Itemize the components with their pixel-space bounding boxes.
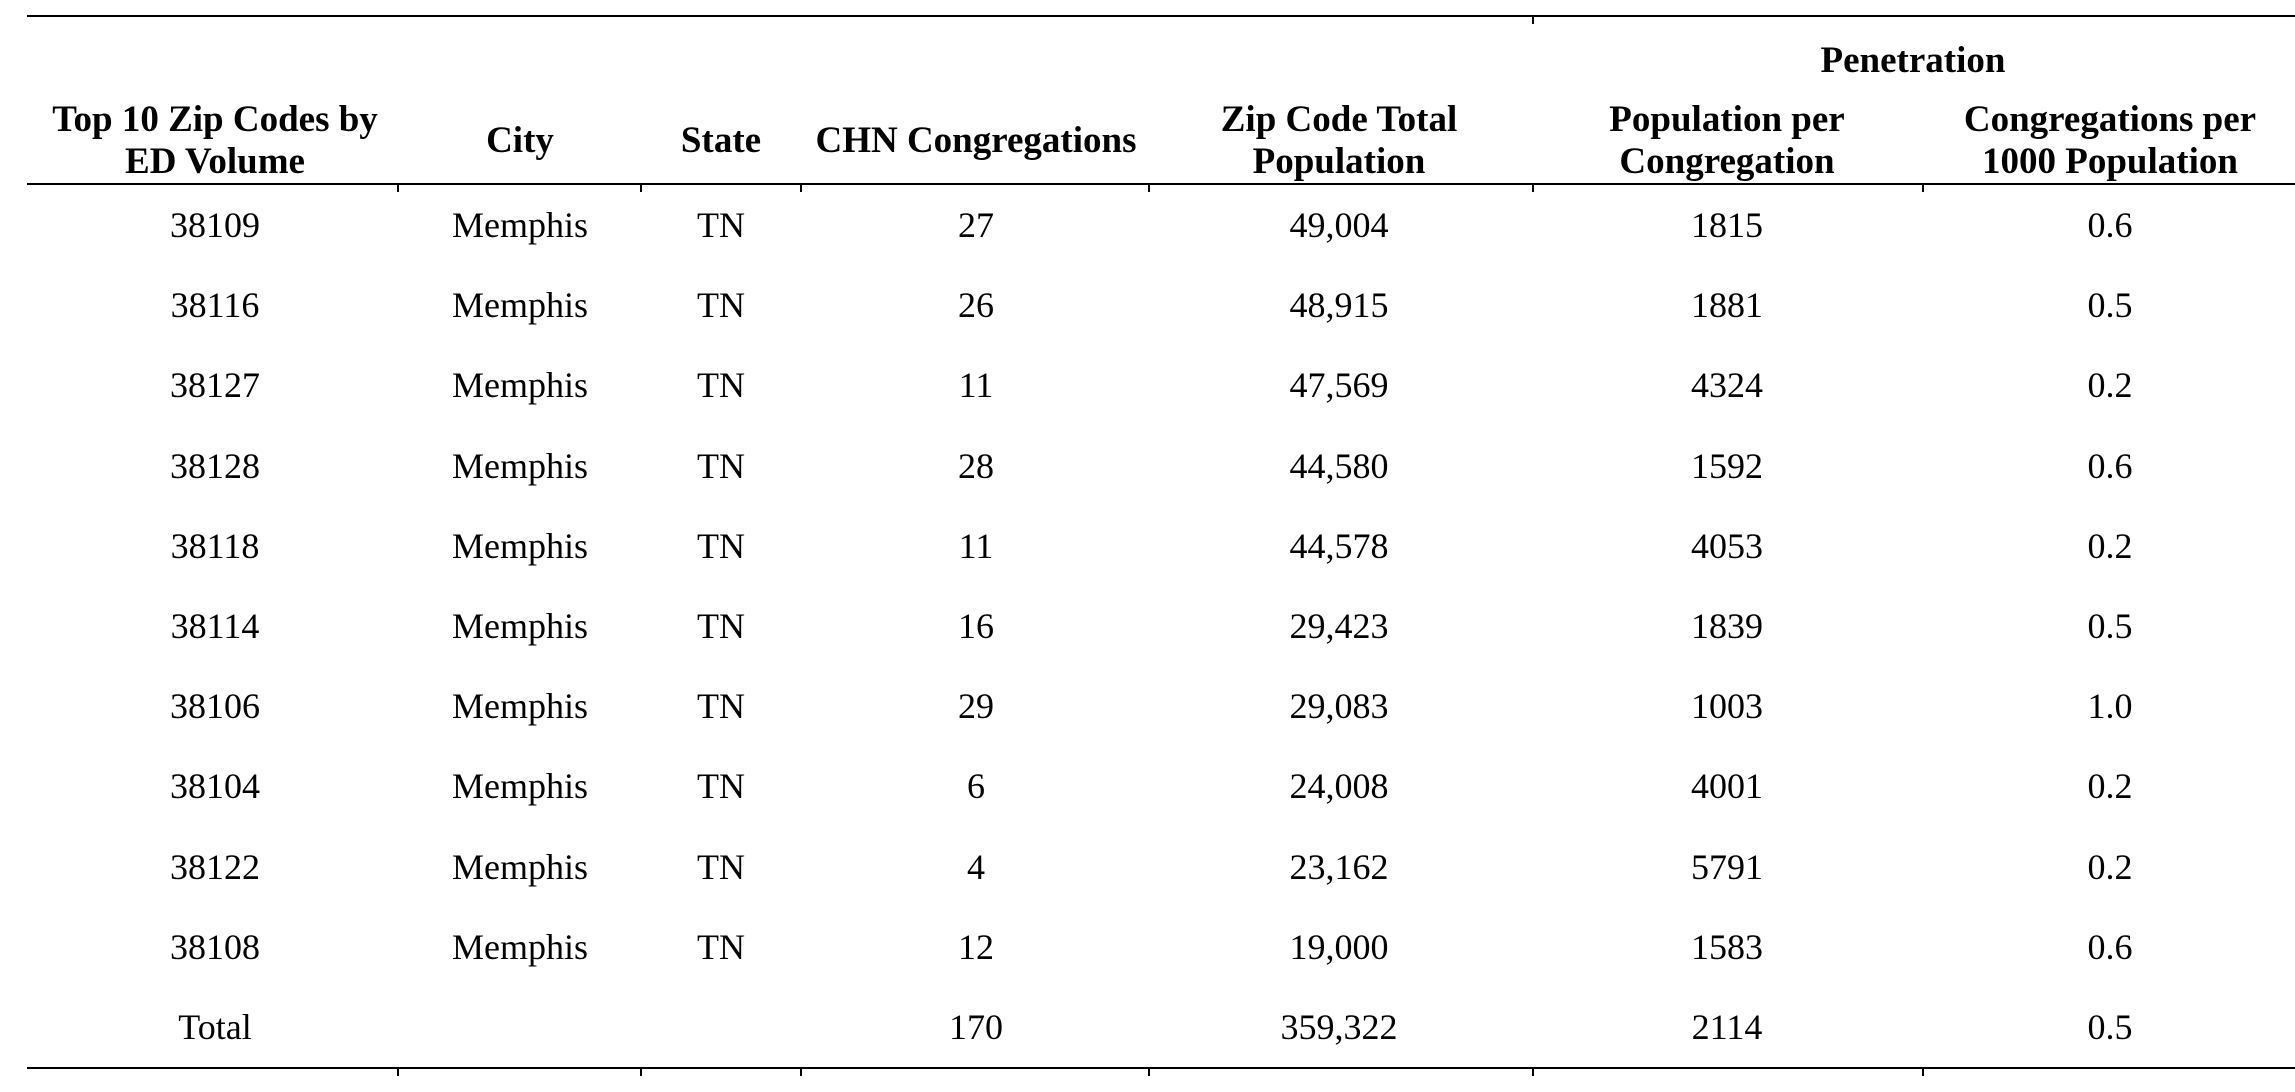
cell-zip-total-population: 48,915 [1289, 285, 1389, 325]
cell-city: Memphis [451, 526, 589, 566]
cell-chn-congregations: 26 [958, 285, 994, 325]
cell-population-per-congregation: 1583 [1691, 927, 1763, 967]
cell-chn-congregations: 11 [958, 365, 994, 405]
column-separator-tick [397, 1068, 399, 1076]
cell-zip-total-population: 47,569 [1289, 365, 1389, 405]
cell-state: TN [697, 446, 745, 486]
cell-zip-code: 38128 [170, 446, 260, 486]
column-separator-tick [1532, 184, 1534, 192]
cell-zip-code: Total [178, 1007, 252, 1047]
cell-population-per-congregation: 1815 [1691, 205, 1763, 245]
cell-city: Memphis [451, 365, 589, 405]
column-separator-tick [640, 1068, 642, 1076]
cell-chn-congregations: 6 [967, 766, 985, 806]
column-header-line: Population per [1609, 99, 1845, 140]
cell-zip-code: 38114 [170, 606, 260, 646]
cell-state: TN [697, 526, 745, 566]
cell-state: TN [697, 847, 745, 887]
column-separator-tick [1148, 1068, 1150, 1076]
column-separator-tick [1922, 184, 1924, 192]
cell-zip-total-population: 29,083 [1289, 686, 1389, 726]
cell-chn-congregations: 12 [958, 927, 994, 967]
column-header-line: Zip Code Total [1220, 99, 1458, 140]
cell-state: TN [697, 927, 745, 967]
cell-zip-total-population: 24,008 [1289, 766, 1389, 806]
cell-zip-code: 38122 [170, 847, 260, 887]
cell-zip-total-population: 49,004 [1289, 205, 1389, 245]
cell-population-per-congregation: 5791 [1691, 847, 1763, 887]
column-header-line: Top 10 Zip Codes by [52, 99, 378, 140]
column-header-line: Congregations per [1963, 99, 2257, 140]
column-separator-tick [800, 184, 802, 192]
cell-zip-code: 38118 [170, 526, 260, 566]
cell-congregations-per-1000: 0.6 [2087, 446, 2133, 486]
cell-city: Memphis [451, 686, 589, 726]
column-header-line: 1000 Population [1982, 141, 2238, 182]
cell-zip-total-population: 359,322 [1280, 1007, 1398, 1047]
column-header-line: City [486, 120, 554, 161]
column-header-state [681, 120, 761, 162]
cell-congregations-per-1000: 0.5 [2087, 1007, 2133, 1047]
cell-population-per-congregation: 2114 [1691, 1007, 1763, 1047]
cell-congregations-per-1000: 0.2 [2087, 847, 2133, 887]
cell-population-per-congregation: 4053 [1691, 526, 1763, 566]
cell-zip-code: 38127 [170, 365, 260, 405]
cell-state: TN [697, 285, 745, 325]
column-separator-tick [1148, 184, 1150, 192]
column-header-line: CHN Congregations [815, 120, 1137, 161]
column-header-zip-total-population [1221, 99, 1457, 183]
cell-congregations-per-1000: 0.6 [2087, 927, 2133, 967]
cell-city: Memphis [451, 766, 589, 806]
cell-zip-total-population: 44,580 [1289, 446, 1389, 486]
cell-chn-congregations: 28 [958, 446, 994, 486]
cell-congregations-per-1000: 0.2 [2087, 766, 2133, 806]
cell-city: Memphis [451, 927, 589, 967]
column-header-congregations-per-1000 [1964, 99, 2256, 183]
cell-city: Memphis [451, 285, 589, 325]
column-header-city [486, 120, 554, 162]
cell-population-per-congregation: 4324 [1691, 365, 1763, 405]
column-separator-tick [1532, 1068, 1534, 1076]
cell-city: Memphis [451, 847, 589, 887]
cell-congregations-per-1000: 0.2 [2087, 365, 2133, 405]
cell-zip-total-population: 29,423 [1289, 606, 1389, 646]
column-separator-tick [397, 184, 399, 192]
cell-city: Memphis [451, 606, 589, 646]
column-header-line: ED Volume [125, 141, 305, 182]
cell-congregations-per-1000: 0.6 [2087, 205, 2133, 245]
cell-population-per-congregation: 1881 [1691, 285, 1763, 325]
cell-population-per-congregation: 1592 [1691, 446, 1763, 486]
cell-state: TN [697, 365, 745, 405]
column-header-line: Congregation [1619, 141, 1835, 182]
column-header-line: State [680, 120, 762, 161]
cell-zip-total-population: 23,162 [1289, 847, 1389, 887]
cell-chn-congregations: 170 [949, 1007, 1003, 1047]
cell-zip-total-population: 44,578 [1289, 526, 1389, 566]
column-header-zip-code [52, 99, 378, 183]
cell-chn-congregations: 29 [958, 686, 994, 726]
cell-zip-code: 38109 [170, 205, 260, 245]
column-header-chn-congregations [815, 120, 1136, 162]
cell-state: TN [697, 606, 745, 646]
cell-state: TN [697, 686, 745, 726]
cell-state: TN [697, 766, 745, 806]
cell-congregations-per-1000: 1.0 [2087, 686, 2133, 726]
table-top-rule [27, 15, 2295, 17]
column-separator-tick [640, 184, 642, 192]
column-separator-tick [1922, 1068, 1924, 1076]
cell-zip-code: 38104 [170, 766, 260, 806]
column-header-line: Population [1252, 141, 1426, 182]
cell-zip-code: 38106 [170, 686, 260, 726]
cell-congregations-per-1000: 0.5 [2087, 606, 2133, 646]
cell-zip-total-population: 19,000 [1289, 927, 1389, 967]
cell-population-per-congregation: 4001 [1691, 766, 1763, 806]
cell-zip-code: 38108 [170, 927, 260, 967]
column-separator-tick [1532, 16, 1534, 24]
cell-chn-congregations: 4 [967, 847, 985, 887]
cell-zip-code: 38116 [170, 285, 260, 325]
cell-city: Memphis [451, 446, 589, 486]
column-header-population-per-congregation [1609, 99, 1844, 183]
cell-chn-congregations: 27 [958, 205, 994, 245]
cell-chn-congregations: 11 [958, 526, 994, 566]
penetration-group-header: Penetration [1820, 40, 2006, 81]
table-header-rule [27, 183, 2295, 185]
cell-population-per-congregation: 1003 [1691, 686, 1763, 726]
table-bottom-rule [27, 1067, 2295, 1069]
cell-congregations-per-1000: 0.2 [2087, 526, 2133, 566]
column-separator-tick [800, 1068, 802, 1076]
cell-city: Memphis [451, 205, 589, 245]
cell-congregations-per-1000: 0.5 [2087, 285, 2133, 325]
cell-state: TN [697, 205, 745, 245]
cell-chn-congregations: 16 [958, 606, 994, 646]
cell-population-per-congregation: 1839 [1691, 606, 1763, 646]
